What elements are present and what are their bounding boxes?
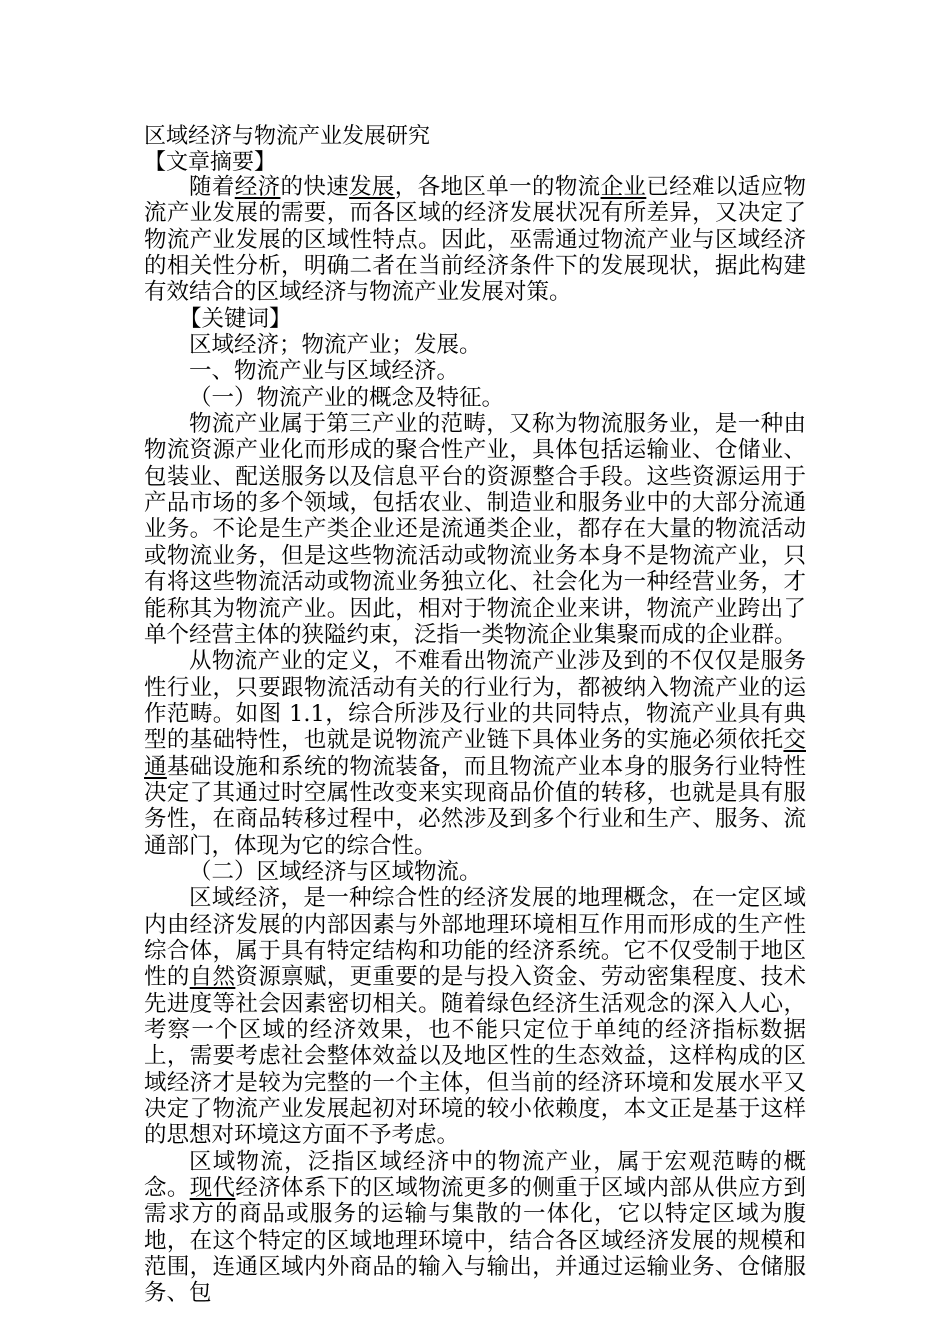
keywords: 区域经济；物流产业；发展。 (189, 332, 482, 359)
link-economy[interactable]: 经济 (234, 174, 281, 200)
abstract-text: 已经难以适应物流产业发展的需要，而各区域的经济发展状况有所差异，又决定了物流产业发展的区域性特点。因此，巫需通过物流产业与区域经济的相关性分析，明确二者在当前经济条件下的发展现状，据此构建有效结合的区域经济与物流产业发展对策。 (144, 174, 806, 306)
keywords-label: 【关键词】 (179, 305, 292, 332)
link-nature[interactable]: 自然 (189, 964, 236, 991)
subsection-heading: （二）区域经济与区域物流。 (189, 858, 482, 885)
body-paragraph: 物流产业属于第三产业的范畴，又称为物流服务业，是一种由物流资源产业化而形成的聚合性产业，具体包括运输业、仓储业、包装业、配送服务以及信息平台的资源整合手段。这些资源运用于产品市场的多个领域，包括农业、制造业和服务业中的大部分流通业务。不论是生产类企业还是流通类企业，都存在大量的物流活动或物流业务，但是这些物流活动或物流业务本身不是物流产业，只有将这些物流活动或物流业务独立化、社会化为一种经营业务，才能称其为物流产业。因此，相对于物流企业来讲，物流产业跨出了单个经营主体的狭隘约束，泛指一类物流企业集聚而成的企业群。 (144, 411, 806, 648)
paragraph-text: 资源禀赋，更重要的是与投入资金、劳动密集程度、技术先进度等社会因素密切相关。随着绿色经济生活观念的深入人心，考察一个区域的经济效果，也不能只定位于单纯的经济指标数据上，需要考虑社会整体效益以及地区性的生态效益，这样构成的区域经济才是较为完整的一个主体，但当前的经济环境和发展水平又决定了物流产业发展起初对环境的较小依赖度，本文正是基于这样的思想对环境这方面不予考虑。 (144, 964, 806, 1149)
abstract-label: 【文章摘要】 (144, 150, 277, 175)
paragraph-text: 经济体系下的区域物流更多的侧重于区域内部从供应方到需求方的商品或服务的运输与集散的一体化，它以特定区域为腹地，在这个特定的区域地理环境中，结合各区域经济发展的规模和范围，连通区域内外商品的输入与输出，并通过运输业务、仓储服务、包 (144, 1175, 806, 1307)
link-transport[interactable]: 交通 (144, 727, 806, 780)
abstract-paragraph (144, 174, 806, 306)
body-paragraph (144, 648, 806, 859)
link-development[interactable]: 发展 (349, 174, 395, 200)
link-enterprise[interactable]: 企业 (600, 174, 647, 200)
body-paragraph (144, 1149, 806, 1307)
link-modern[interactable]: 现代 (189, 1175, 236, 1202)
abstract-text: 的快速 (280, 174, 350, 200)
subsection-heading: （一）物流产业的概念及特征。 (189, 384, 505, 411)
section-heading: 一、物流产业与区域经济。 (189, 358, 460, 385)
abstract-text: ，各地区单一的物流 (394, 174, 601, 200)
paragraph-text: 区域经济，是一种综合性的经济发展的地理概念，在一定区域内由经济发展的内部因素与外部地理环境相互作用而形成的生产性综合体，属于具有特定结构和功能的经济系统。它不仅受制于地区性的 (144, 885, 806, 991)
paragraph-text: 基础设施和系统的物流装备，而且物流产业本身的服务行业特性决定了其通过时空属性改变来实现商品价值的转移，也就是具有服务性，在商品转移过程中，必然涉及到多个行业和生产、服务、流通部门，体现为它的综合性。 (144, 753, 806, 859)
paragraph-text: 从物流产业的定义，不难看出物流产业涉及到的不仅仅是服务性行业，只要跟物流活动有关的行业行为，都被纳入物流产业的运作范畴。如图 1.1，综合所涉及行业的共同特点，物流产业具有典型的基础特性，也就是说物流产业链下具体业务的实施必须依托 (144, 648, 806, 754)
body-paragraph (144, 885, 806, 1148)
document-title: 区域经济与物流产业发展研究 (144, 124, 431, 149)
paragraph-text: 区域物流，泛指区域经济中的物流产业，属于宏观范畴的概念。 (144, 1148, 806, 1202)
abstract-text: 随着 (189, 174, 235, 200)
document-body (144, 174, 806, 1307)
